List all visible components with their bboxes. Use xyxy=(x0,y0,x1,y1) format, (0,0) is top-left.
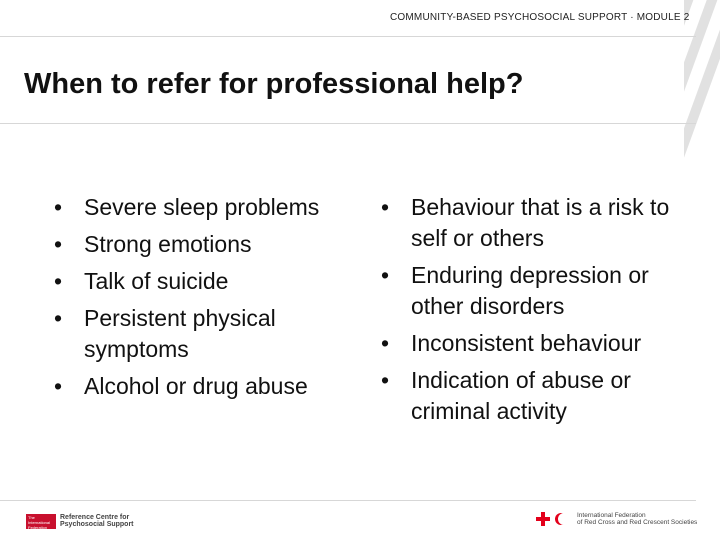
bullet-icon: • xyxy=(381,262,390,288)
logo-line: Psychosocial Support xyxy=(60,521,134,528)
module-header: COMMUNITY-BASED PSYCHOSOCIAL SUPPORT · MODULE 2 xyxy=(390,12,690,23)
bullet-icon: • xyxy=(381,194,390,220)
red-crescent-icon xyxy=(558,513,570,525)
ifrc-logo xyxy=(536,512,697,526)
bullet-icon: • xyxy=(54,194,63,220)
bullet-icon: • xyxy=(54,373,63,399)
list-item-text: Talk of suicide xyxy=(84,268,229,294)
left-bullet-list xyxy=(54,192,374,408)
logo-text xyxy=(577,512,697,526)
list-item-text: Behaviour that is a risk to self or others xyxy=(411,194,670,251)
list-item-text: Strong emotions xyxy=(84,231,252,257)
list-item-text: Severe sleep problems xyxy=(84,194,320,220)
bullet-icon: • xyxy=(54,268,63,294)
footer-divider xyxy=(0,500,696,501)
logo-line: International Federation xyxy=(577,512,646,519)
logo-line: of Red Cross and Red Crescent Societies xyxy=(577,519,698,526)
list-item-text: Indication of abuse or criminal activity xyxy=(411,367,631,424)
right-bullet-list xyxy=(381,192,691,433)
slide-title: When to refer for professional help? xyxy=(24,68,524,100)
list-item xyxy=(381,365,691,427)
logo-badge: The International Federation xyxy=(26,514,56,529)
list-item xyxy=(54,303,374,365)
list-item-text: Alcohol or drug abuse xyxy=(84,373,308,399)
list-item xyxy=(54,192,374,223)
red-cross-icon xyxy=(536,512,550,526)
list-item xyxy=(54,371,374,402)
list-item-text: Persistent physical symptoms xyxy=(84,305,276,362)
list-item xyxy=(54,266,374,297)
bullet-icon: • xyxy=(54,231,63,257)
bullet-icon: • xyxy=(381,330,390,356)
list-item xyxy=(381,328,691,359)
list-item xyxy=(381,260,691,322)
list-item xyxy=(381,192,691,254)
logo-line: Reference Centre for xyxy=(60,514,130,521)
bullet-icon: • xyxy=(54,305,63,331)
list-item-text: Inconsistent behaviour xyxy=(411,330,642,356)
reference-centre-logo xyxy=(26,513,134,529)
bullet-icon: • xyxy=(381,367,390,393)
logo-text xyxy=(60,514,134,528)
list-item xyxy=(54,229,374,260)
list-item-text: Enduring depression or other disorders xyxy=(411,262,649,319)
